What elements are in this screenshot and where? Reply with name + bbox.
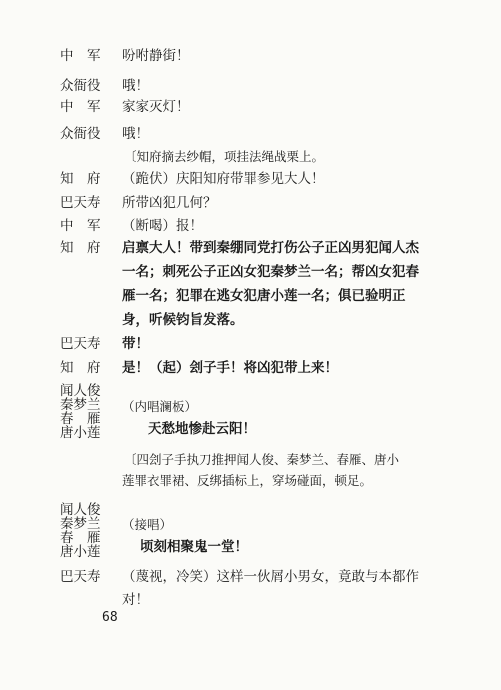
dialogue-line: 所带凶犯几何？ <box>122 195 217 211</box>
stage-direction: （内唱澜板） <box>122 399 198 414</box>
dialogue-line: 雁一名；犯罪在逃女犯唐小莲一名；俱已验明正 <box>122 288 406 304</box>
dialogue-line: （断喝）报！ <box>122 218 203 234</box>
speaker-group <box>60 384 101 440</box>
speaker: 众衙役 <box>60 78 101 94</box>
speaker: 巴天寿 <box>60 195 101 211</box>
speaker: 闻人俊 <box>60 502 101 518</box>
speaker: 中 军 <box>60 218 101 234</box>
dialogue-line: 是！（起）刽子手！将凶犯带上来！ <box>122 360 338 376</box>
speaker: 巴天寿 <box>60 569 101 585</box>
speaker: 知 府 <box>60 360 101 376</box>
dialogue-line: 一名；刺死公子正凶女犯秦梦兰一名；帮凶女犯春 <box>122 264 419 280</box>
dialogue-line: 启禀大人！带到秦绷同党打伤公子正凶男犯闻人杰 <box>122 240 419 256</box>
speaker: 众衙役 <box>60 126 101 142</box>
speaker: 春 雁 <box>60 411 101 427</box>
dialogue-line: 哦！ <box>122 126 149 142</box>
dialogue-line: 哦！ <box>122 78 149 94</box>
speaker: 秦梦兰 <box>60 516 101 532</box>
speaker: 中 军 <box>60 99 101 115</box>
dialogue-line: （跪伏）庆阳知府带罪参见大人！ <box>122 171 325 187</box>
dialogue-line: 对！ <box>122 592 149 608</box>
speaker: 中 军 <box>60 48 101 64</box>
speaker: 春 雁 <box>60 530 101 546</box>
speaker: 知 府 <box>60 240 101 256</box>
dialogue-line: （蔑视，冷笑）这样一伙屑小男女，竟敢与本都作 <box>122 569 419 585</box>
speaker: 知 府 <box>60 171 101 187</box>
speaker: 闻人俊 <box>60 383 101 399</box>
sung-line: 天愁地惨赴云阳！ <box>148 421 256 437</box>
stage-direction: 莲罪衣罪裙、反绑插标上，穿场碰面，顿足。 <box>122 473 373 488</box>
speaker: 秦梦兰 <box>60 397 101 413</box>
page-number: 68 <box>102 610 118 625</box>
dialogue-line: 家家灭灯！ <box>122 99 190 115</box>
speaker: 唐小莲 <box>60 425 101 441</box>
stage-direction: 〔知府摘去纱帽，项挂法绳战栗上。 <box>124 149 325 164</box>
dialogue-line: 身，听候钧旨发落。 <box>122 312 244 328</box>
stage-direction: 〔四刽子手执刀推押闻人俊、秦梦兰、春雁、唐小 <box>124 452 400 467</box>
dialogue-line: 带！ <box>122 336 149 352</box>
sung-line: 顷刻相聚鬼一堂！ <box>140 539 248 555</box>
speaker-group <box>60 503 101 559</box>
speaker: 唐小莲 <box>60 544 101 560</box>
dialogue-line: 吩咐静街！ <box>122 48 190 64</box>
speaker: 巴天寿 <box>60 336 101 352</box>
stage-direction: （接唱） <box>122 517 173 532</box>
